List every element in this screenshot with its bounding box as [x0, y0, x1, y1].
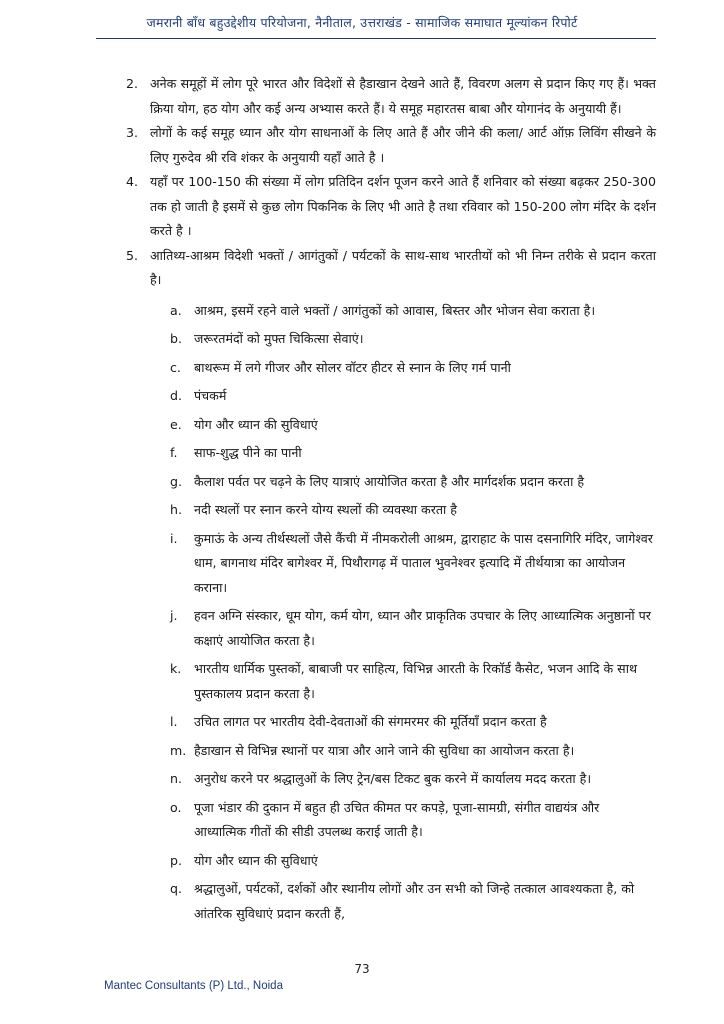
sub-item-letter: b.	[170, 331, 182, 346]
list-item-text: लोगों के कई समूह ध्यान और योग साधनाओं के लिए आते हैं और जीने की कला/ आर्ट ऑफ़ लिविंग सीखने के लिए गुरुदेव श्री रवि शंकर के अनुयायी यहाँ आते है ।	[150, 125, 656, 165]
sub-item-text: पंचकर्म	[194, 388, 227, 403]
sub-item-letter: c.	[170, 359, 181, 375]
sub-item-letter: a.	[170, 302, 182, 318]
sub-item-letter: m.	[170, 742, 187, 758]
sub-list-item	[170, 384, 656, 409]
list-item-number: 2.	[126, 76, 139, 91]
list-item-text: अनेक समूहों में लोग पूरे भारत और विदेशों से हैडाखान देखने आते हैं, विवरण अलग से प्रदान किए गए हैं। भक्त क्रिया योग, हठ योग और कई अन्य अभ्यास करते हैं। ये समूह महारतस बाबा और योगानंद के अनुयायी हैं।	[150, 76, 656, 116]
sub-item-text: जरूरतमंदों को मुफ्त चिकित्सा सेवाएं।	[194, 331, 364, 346]
sub-list-item	[170, 470, 656, 495]
sub-item-text: भारतीय धार्मिक पुस्तकों, बाबाजी पर साहित्य, विभिन्न आरती के रिकॉर्ड कैसेट, भजन आदि के साथ पुस्तकालय प्रदान करता है।	[194, 661, 638, 701]
sub-item-letter: l.	[170, 714, 178, 729]
list-item-number: 3.	[126, 125, 139, 140]
sub-item-text: नदी स्थलों पर स्नान करने योग्य स्थलों की व्यवस्था करता है	[194, 502, 457, 517]
sub-item-text: श्रद्धालुओं, पर्यटकों, दर्शकों और स्थानीय लोगों और उन सभी को जिन्हे तत्काल आवश्यकता है, को आंतरिक सुविधाएं प्रदान करती हैं,	[194, 881, 635, 921]
sub-list-item	[170, 299, 656, 324]
sub-item-text: योग और ध्यान की सुविधाएं	[194, 852, 318, 868]
sub-list-item	[170, 739, 656, 764]
list-item	[126, 244, 656, 293]
list-item-text: आतिथ्य-आश्रम विदेशी भक्तों / आगंतुकों / पर्यटकों के साथ-साथ भारतीयों को भी निम्न तरीके से प्रदान करता है।	[150, 247, 656, 287]
sub-item-letter: i.	[170, 530, 178, 546]
sub-list-item	[170, 498, 656, 523]
sub-list-item	[170, 849, 656, 874]
sub-list-item	[170, 710, 656, 735]
sub-item-letter: p.	[170, 852, 182, 868]
list-item	[126, 72, 656, 121]
sub-item-text: आश्रम, इसमें रहने वाले भक्तों / आगंतुकों को आवास, बिस्तर और भोजन सेवा कराता है।	[194, 302, 596, 318]
page-header: जमरानी बाँध बहुउद्देशीय परियोजना, नैनीताल, उत्तराखंड - सामाजिक समाघात मूल्यांकन रिपोर्ट	[146, 15, 578, 30]
list-item-number: 5.	[126, 247, 139, 263]
sub-list-item	[170, 441, 656, 466]
sub-list-item	[170, 767, 656, 792]
sub-list-item	[170, 604, 656, 653]
list-item	[126, 170, 656, 244]
sub-item-letter: j.	[170, 608, 178, 623]
sub-list-item	[170, 657, 656, 706]
sub-item-text: हैडाखान से विभिन्न स्थानों पर यात्रा और आने जाने की सुविधा का आयोजन करता है।	[194, 742, 575, 758]
sub-item-text: योग और ध्यान की सुविधाएं	[194, 416, 318, 432]
sub-item-text: कैलाश पर्वत पर चढ़ने के लिए यात्राएं आयोजित करता है और मार्गदर्शक प्रदान करता है	[194, 473, 585, 489]
list-item-number: 4.	[126, 174, 139, 189]
sub-item-letter: f.	[170, 445, 178, 460]
list-item-text: यहाँ पर 100-150 की संख्या में लोग प्रतिदिन दर्शन पूजन करने आते हैं शनिवार को संख्या बढ़कर 250-300 तक हो जाती है इसमें से कुछ लोग पिकनिक के लिए भी आते है तथा रविवार को 150-200 लोग मंदिर के दर्शन करते है ।	[150, 174, 656, 238]
sub-list-item	[170, 356, 656, 381]
sub-item-letter: h.	[170, 502, 182, 517]
sub-item-letter: n.	[170, 771, 182, 786]
sub-item-text: उचित लागत पर भारतीय देवी-देवताओं की संगमरमर की मूर्तियाँ प्रदान करता है	[194, 714, 547, 729]
sub-list-item	[170, 327, 656, 352]
sub-list-item	[170, 796, 656, 845]
footer-company: Mantec Consultants (P) Ltd., Noida	[104, 980, 283, 992]
sub-list	[170, 299, 656, 927]
list-item	[126, 121, 656, 170]
sub-item-letter: g.	[170, 473, 182, 489]
sub-item-text: हवन अग्नि संस्कार, धूम योग, कर्म योग, ध्यान और प्राकृतिक उपचार के लिए आध्यात्मिक अनुष्ठानों पर कक्षाएं आयोजित करता है।	[194, 608, 651, 648]
sub-item-letter: e.	[170, 416, 182, 432]
sub-list-item	[170, 877, 656, 926]
sub-item-text: कुमाऊं के अन्य तीर्थस्थलों जैसे कैंची में नीमकरोली आश्रम, द्वाराहाट के पास दसनागिरि मंदिर, जागेश्वर धाम, बागनाथ मंदिर बागेश्वर में, पिथौरागढ़ में पाताल भुवनेश्वर इत्यादि में तीर्थयात्रा का आयोजन कराना।	[194, 530, 653, 595]
sub-item-text: अनुरोध करने पर श्रद्धालुओं के लिए ट्रेन/बस टिकट बुक करने में कार्यालय मदद करता है।	[194, 771, 592, 786]
sub-item-letter: q.	[170, 881, 182, 896]
sub-item-letter: o.	[170, 799, 182, 815]
sub-item-text: पूजा भंडार की दुकान में बहुत ही उचित कीमत पर कपड़े, पूजा-सामग्री, संगीत वाद्ययंत्र और आध्यात्मिक गीतों की सीडी उपलब्ध कराई जाती है।	[194, 799, 600, 839]
sub-item-letter: k.	[170, 661, 182, 676]
sub-list-item	[170, 527, 656, 601]
sub-item-text: बाथरूम में लगे गीजर और सोलर वॉटर हीटर से स्नान के लिए गर्म पानी	[194, 359, 511, 375]
page-number: 73	[354, 962, 370, 976]
sub-item-text: साफ-शुद्ध पीने का पानी	[194, 445, 302, 460]
document-body	[126, 72, 656, 930]
header-divider	[96, 38, 656, 39]
sub-list-item	[170, 413, 656, 438]
sub-item-letter: d.	[170, 388, 182, 403]
